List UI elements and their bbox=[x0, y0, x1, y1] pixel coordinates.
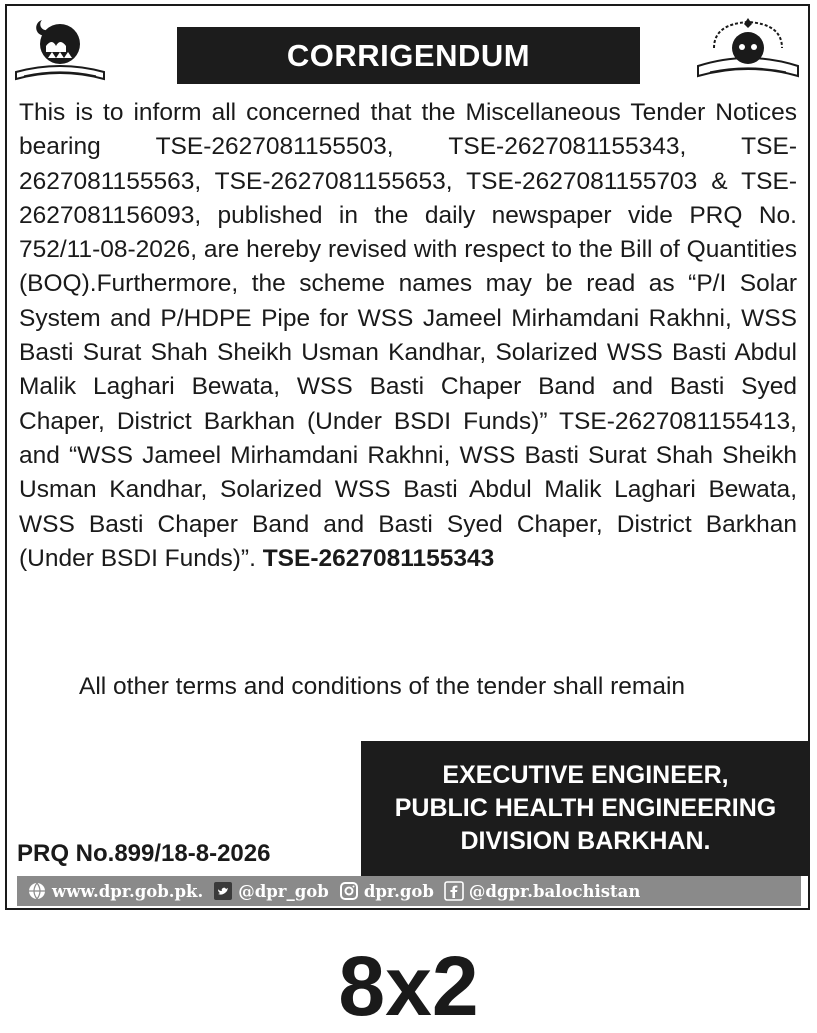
signature-line-1: EXECUTIVE ENGINEER, bbox=[442, 761, 729, 789]
signature-line-2: PUBLIC HEALTH ENGINEERING bbox=[394, 794, 777, 822]
twitter-icon bbox=[213, 881, 233, 901]
globe-icon bbox=[27, 881, 47, 901]
website-link[interactable]: www.dpr.gob.pk. bbox=[52, 881, 204, 901]
footer-website[interactable] bbox=[27, 881, 203, 901]
prq-number: PRQ No.899/18-8-2026 bbox=[17, 840, 271, 867]
notice-body-text: This is to inform all concerned that the Miscellaneous Tender Notices bearing TSE-2627081155503, TSE-2627081155343, TSE-2627081155563, TSE-2627081155653, TSE-2627081155703 & TSE-2627081156093, published in the daily newspaper vide PRQ No. 752/11-08-2026, are hereby revised with respect to the Bill of Quantities (BOQ).Furthermore, the scheme names may be read as “P/I Solar System and P/HDPE Pipe for WSS Jameel Mirhamdani Rakhni, WSS Basti Surat Shah Sheikh Usman Kandhar, Solarized WSS Basti Abdul Malik Laghari Bewata, WSS Basti Chaper Band and Basti Syed Chaper, District Barkhan (Under BSDI Funds)” TSE-2627081155413, and “WSS Jameel Mirhamdani Rakhni, WSS Basti Surat Shah Sheikh Usman Kandhar, Solarized WSS Basti Abdul Malik Laghari Bewata, WSS Basti Chaper Band and Basti Syed Chaper, District Barkhan (Under BSDI Funds)”. bbox=[19, 99, 797, 572]
footer-bar bbox=[17, 876, 801, 906]
footer-instagram[interactable] bbox=[339, 881, 434, 901]
twitter-handle[interactable]: @dpr_gob bbox=[238, 881, 329, 901]
ad-size-label: 8x2 bbox=[338, 939, 479, 1033]
tender-number-bold: TSE-2627081155343 bbox=[262, 544, 495, 572]
footer-twitter[interactable] bbox=[213, 881, 329, 901]
balochistan-emblem-icon bbox=[12, 14, 108, 86]
notice-body bbox=[19, 96, 797, 576]
government-crest-icon bbox=[692, 14, 804, 86]
facebook-icon bbox=[444, 881, 464, 901]
instagram-handle[interactable]: dpr.gob bbox=[363, 881, 434, 901]
signature-line-3: DIVISION BARKHAN. bbox=[460, 827, 711, 855]
notice-title: CORRIGENDUM bbox=[177, 27, 640, 84]
instagram-icon bbox=[339, 881, 359, 901]
footer-facebook[interactable] bbox=[444, 881, 640, 901]
facebook-handle[interactable]: @dgpr.balochistan bbox=[468, 881, 641, 901]
closing-statement: All other terms and conditions of the tender shall remain bbox=[79, 673, 686, 700]
signature-block bbox=[361, 741, 810, 876]
